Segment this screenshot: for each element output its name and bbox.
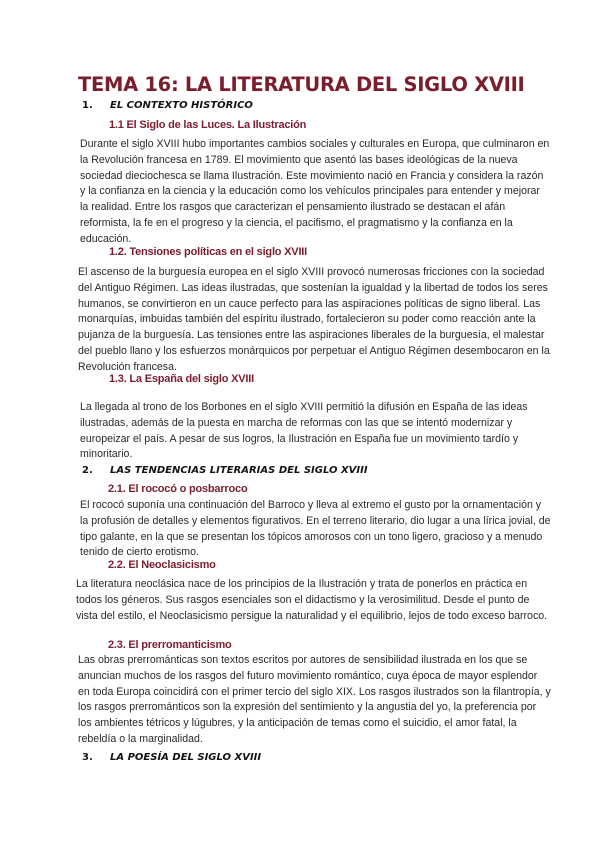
- section-title: EL CONTEXTO HISTÓRICO: [110, 100, 253, 111]
- section-number: 1.: [82, 100, 93, 111]
- section-heading-1: [82, 100, 253, 111]
- subsection-heading-1-1: 1.1 El Siglo de las Luces. La Ilustración: [109, 119, 307, 131]
- section-number: 3.: [82, 752, 93, 763]
- paragraph-1-2: El ascenso de la burguesía europea en el siglo XVIII provocó numerosas fricciones con la sociedad del Antiguo Régimen. Las ideas ilustradas, que sostenían la igualdad y la libertad de todos los seres humanos, se convirtieron en un cauce perfecto para las aspiraciones políticas de signo liberal. Las monarquías, imbuidas también del espíritu ilustrado, fortalecieron su poder como reacción ante la pujanza de la burguesía. Las tensiones entre las aspiraciones liberales de la burguesía, el malestar del pueblo llano y los esfuerzos monárquicos por perpetuar el Antiguo Régimen desembocaron en la Revolución francesa.: [78, 266, 550, 373]
- paragraph-1-3: La llegada al trono de los Borbones en el siglo XVIII permitió la difusión en España de las ideas ilustradas, además de la puesta en marcha de reformas con las que se intentó modernizar y europeizar el país. A pesar de sus logros, la Ilustración en España fue un movimiento tardío y minoritario.: [80, 401, 528, 461]
- subsection-heading-1-3: 1.3. La España del siglo XVIII: [109, 373, 254, 385]
- paragraph-2-3: Las obras prerrománticas son textos escritos por autores de sensibilidad ilustrada en los que se anuncian muchos de los rasgos del futuro movimiento romántico, cuya época de mayor esplendor en toda Europa coincidirá con el primer tercio del siglo XIX. Los rasgos ilustrados son la filantropía, y los rasgos prerrománticos son la expresión del sentimiento y la angustia del yo, la preferencia por los ambientes tétricos y lúgubres, y la anticipación de temas como el suicidio, el amor fatal, la rebeldía o la marginalidad.: [78, 654, 551, 745]
- subsection-heading-2-2: 2.2. El Neoclasicismo: [108, 559, 216, 571]
- subsection-heading-2-1: 2.1. El rococó o posbarroco: [108, 483, 248, 495]
- paragraph-1-1: Durante el siglo XVIII hubo importantes cambios sociales y culturales en Europa, que culminaron en la Revolución francesa en 1789. El movimiento que asentó las bases ideológicas de la nueva sociedad dieciochesca se llama Ilustración. Este movimiento nació en Francia y considera la razón y la confianza en la ciencia y la educación como los vehículos principales para entender y mejorar la realidad. Entre los rasgos que caracterizan el pensamiento ilustrado se destacan el afán reformista, la fe en el progreso y la ciencia, el pacifismo, el pragmatismo y la confianza en la educación.: [80, 138, 550, 245]
- section-heading-3: [82, 752, 261, 763]
- subsection-heading-2-3: 2.3. El prerromanticismo: [108, 639, 232, 651]
- section-number: 2.: [82, 465, 93, 476]
- document-title: TEMA 16: LA LITERATURA DEL SIGLO XVIII: [78, 73, 525, 96]
- section-heading-2: [82, 465, 368, 476]
- subsection-heading-1-2: 1.2. Tensiones políticas en el siglo XVIII: [109, 246, 308, 258]
- paragraph-2-1: El rococó suponía una continuación del Barroco y lleva al extremo el gusto por la ornamentación y la profusión de detalles y elementos figurativos. En el terreno literario, dio lugar a una lírica jovial, de tipo galante, en la que se presentan los tópicos amorosos con un tono ligero, gracioso y a menudo tenido de cierto erotismo.: [80, 499, 551, 559]
- paragraph-2-2: La literatura neoclásica nace de los principios de la Ilustración y trata de ponerlos en práctica en todos los géneros. Sus rasgos esenciales son el didactismo y la verosimilitud. Desde el punto de vista del estilo, el Neoclasicismo persigue la naturalidad y el equilibrio, lejos de todo exceso barroco.: [76, 578, 548, 622]
- section-title: LAS TENDENCIAS LITERARIAS DEL SIGLO XVIII: [110, 465, 368, 476]
- section-title: LA POESÍA DEL SIGLO XVIII: [110, 752, 262, 763]
